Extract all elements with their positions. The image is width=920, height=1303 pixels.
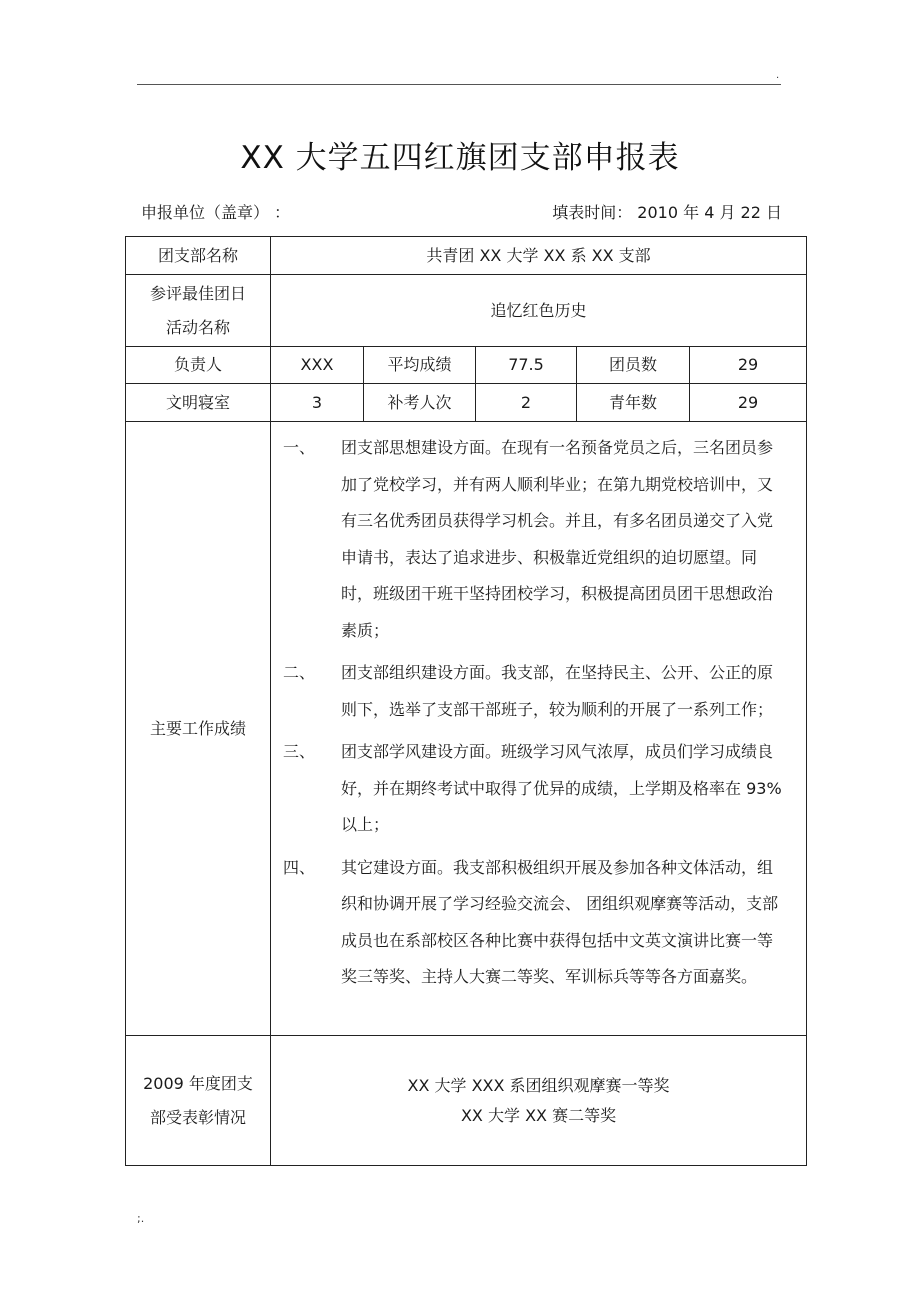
honor-item: XX 大学 XX 赛二等奖	[460, 1105, 617, 1125]
work-item-text: 团支部学风建设方面。班级学习风气浓厚，成员们学习成绩良好，并在期终考试中取得了优异的成绩，上学期及格率在 93%以上；	[341, 742, 782, 834]
honor-label	[126, 1036, 271, 1166]
branch-name-label: 团支部名称	[126, 237, 271, 275]
youth-label: 青年数	[577, 384, 690, 422]
activity-value: 追忆红色历史	[271, 275, 807, 347]
makeup-label: 补考人次	[364, 384, 476, 422]
work-item-number: 二、	[283, 663, 316, 682]
document-title: XX 大学五四红旗团支部申报表	[240, 140, 680, 176]
branch-name-value: 共青团 XX 大学 XX 系 XX 支部	[271, 237, 807, 275]
row-activity	[126, 275, 807, 347]
application-form-table	[125, 236, 807, 1166]
work-item-number: 四、	[283, 857, 316, 877]
avg-score-label: 平均成绩	[364, 347, 476, 384]
row-main-work	[126, 422, 807, 1036]
work-item-number: 一、	[283, 438, 316, 457]
work-item-text: 其它建设方面。我支部积极组织开展及参加各种文体活动，组织和协调开展了学习经验交流会、 团组织观摩赛等活动，支部成员也在系部校区各种比赛中获得包括中文英文演讲比赛一等奖三等奖、主持人大赛二等奖、军训标兵等等各方面嘉奖。	[341, 857, 779, 986]
row-honors	[126, 1036, 807, 1166]
honor-item: XX 大学 XXX 系团组织观摩赛一等奖	[407, 1075, 670, 1095]
row-leader	[126, 347, 807, 384]
dorm-value: 3	[271, 384, 364, 422]
work-item	[281, 655, 786, 728]
unit-label: 申报单位（盖章） ：	[141, 203, 291, 222]
dorm-label: 文明寝室	[126, 384, 271, 422]
honors-content	[271, 1036, 807, 1166]
avg-score-value: 77.5	[476, 347, 577, 384]
work-content	[271, 422, 807, 1036]
members-label: 团员数	[577, 347, 690, 384]
row-branch-name	[126, 237, 807, 275]
row-dorm	[126, 384, 807, 422]
activity-label	[126, 275, 271, 347]
honor-label-line2: 部受表彰情况	[149, 1107, 246, 1127]
members-value: 29	[690, 347, 807, 384]
work-label: 主要工作成绩	[126, 422, 271, 1036]
work-item	[281, 850, 786, 996]
work-item	[281, 430, 786, 649]
honor-label-line1: 2009 年度团支	[143, 1073, 253, 1093]
youth-value: 29	[690, 384, 807, 422]
work-item-number: 三、	[283, 742, 316, 761]
activity-label-line1: 参评最佳团日	[149, 283, 246, 303]
work-item-text: 团支部组织建设方面。我支部，在坚持民主、公开、公正的原则下，选举了支部干部班子，较为顺利的开展了一系列工作；	[341, 663, 774, 719]
header-rule	[137, 84, 781, 85]
makeup-value: 2	[476, 384, 577, 422]
work-item-text: 团支部思想建设方面。在现有一名预备党员之后，三名团员参加了党校学习，并有两人顺利毕业；在第九期党校培训中，又有三名优秀团员获得学习机会。并且，有多名团员递交了入党申请书，表达了追求进步、积极靠近党组织的迫切愿望。同时，班级团干班干坚持团校学习，积极提高团员团干思想政治素质；	[341, 438, 774, 640]
footer-mark: ;.	[137, 1212, 145, 1225]
header-dot: .	[776, 70, 780, 81]
work-item	[281, 734, 786, 844]
activity-label-line2: 活动名称	[165, 317, 230, 337]
leader-label: 负责人	[126, 347, 271, 384]
fill-time: 填表时间： 2010 年 4 月 22 日	[552, 203, 782, 222]
leader-value: XXX	[271, 347, 364, 384]
